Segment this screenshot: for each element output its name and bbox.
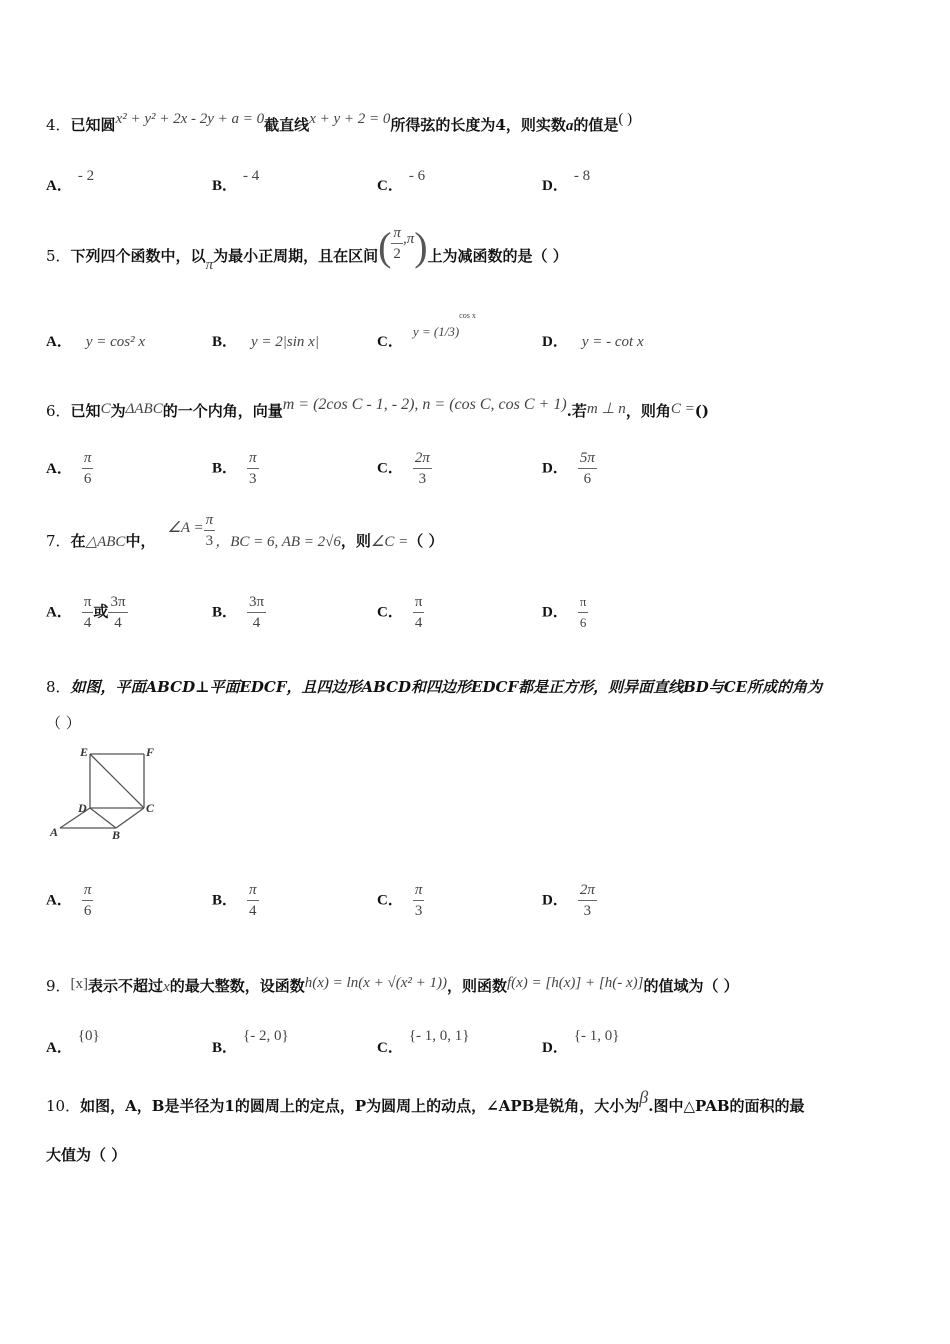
- question-text: ，则函数: [446, 977, 507, 995]
- math-bracket: [x]: [70, 976, 89, 992]
- question-text: 上为减函数的是（ ）: [427, 247, 568, 265]
- denominator: 6: [583, 471, 592, 487]
- question-text: (): [694, 402, 709, 420]
- numerator: 2π: [413, 448, 432, 469]
- math-function-h: h(x) = ln(x + √(x² + 1)): [304, 975, 447, 991]
- option-b: [212, 168, 260, 195]
- question-number: 4．: [46, 116, 71, 134]
- option-letter: B．: [212, 892, 238, 909]
- option-a: [46, 448, 93, 489]
- denominator: 3: [583, 903, 592, 919]
- option-letter: D．: [542, 892, 568, 909]
- math-angle: ∠C =: [370, 534, 409, 550]
- numerator: π: [204, 510, 216, 531]
- option-c: [377, 880, 424, 921]
- option-letter: B．: [212, 604, 238, 621]
- fraction: [82, 592, 94, 633]
- question-8-paren: [46, 712, 81, 733]
- question-text: 为: [110, 402, 126, 420]
- option-letter: C．: [377, 460, 403, 477]
- question-text: .图中△PAB的面积的最: [648, 1097, 805, 1115]
- label-e: E: [80, 745, 89, 759]
- denominator: 4: [252, 615, 261, 631]
- option-value: y = - cot x: [581, 334, 644, 350]
- denominator: 6: [83, 471, 92, 487]
- label-b: B: [112, 828, 121, 842]
- fraction: [578, 880, 597, 921]
- numerator: π: [578, 592, 589, 613]
- option-b: [212, 330, 319, 351]
- question-text: 如图，A，B是半径为1的圆周上的定点，P为圆周上的动点，∠APB是锐角，大小为: [80, 1097, 640, 1115]
- question-4: [46, 111, 633, 135]
- option-letter: A．: [46, 178, 72, 194]
- math-triangle: ΔABC: [125, 401, 163, 417]
- denominator: 6: [83, 903, 92, 919]
- question-text: 已知圆: [70, 116, 116, 134]
- numerator: π: [82, 592, 94, 613]
- math-function-f: f(x) = [h(x)] + [h(- x)]: [506, 975, 644, 991]
- question-10-line2: [46, 1144, 126, 1165]
- option-c: [377, 592, 424, 633]
- label-c: C: [146, 801, 155, 815]
- option-c: [377, 311, 476, 351]
- math-perpendicular: m ⊥ n: [586, 401, 626, 417]
- question-5: [46, 223, 568, 273]
- question-text: 的值域为（ ）: [643, 977, 739, 995]
- numerator: 5π: [578, 448, 597, 469]
- option-a: [46, 330, 145, 351]
- option-letter: D．: [542, 604, 568, 621]
- numerator: π: [247, 448, 259, 469]
- option-value: - 8: [573, 168, 591, 184]
- option-letter: A．: [46, 1040, 72, 1056]
- numerator: π: [82, 448, 94, 469]
- fraction: [578, 448, 597, 489]
- math-expression: C =: [670, 401, 695, 417]
- option-letter: C．: [377, 604, 403, 621]
- question-10: [46, 1087, 805, 1116]
- geometry-figure: [46, 744, 166, 848]
- question-text: 的最大整数，设函数: [169, 977, 305, 995]
- question-number: 5．: [46, 247, 71, 265]
- option-letter: B．: [212, 334, 238, 350]
- denominator: 6: [579, 615, 587, 630]
- option-value: y = 2|sin x|: [251, 334, 319, 350]
- option-letter: B．: [212, 178, 238, 194]
- question-text: ，则角: [625, 402, 671, 420]
- answer-paren: ( ): [618, 111, 633, 127]
- question-7: [46, 510, 443, 551]
- option-letter: D．: [542, 460, 568, 477]
- question-text: .若: [566, 402, 587, 420]
- fraction: [247, 448, 259, 489]
- question-text: 的值是: [573, 116, 619, 134]
- fraction: [413, 448, 432, 489]
- fraction: [247, 592, 266, 633]
- math-variable: C: [100, 401, 111, 417]
- option-letter: B．: [212, 460, 238, 477]
- question-text: ，则: [340, 532, 371, 550]
- question-number: 8．: [46, 678, 71, 696]
- math-variable: x: [163, 979, 170, 995]
- option-letter: D．: [542, 334, 568, 350]
- question-number: 10．: [46, 1097, 81, 1115]
- question-text: 在: [70, 532, 86, 550]
- math-expression: x + y + 2 = 0: [309, 111, 391, 127]
- question-text: 所得弦的长度为4，则实数: [390, 116, 566, 134]
- option-value: y = (1/3): [412, 324, 460, 339]
- question-6: [46, 396, 709, 421]
- math-condition: ，BC = 6, AB = 2√6: [215, 534, 341, 550]
- square-diagram: [46, 744, 166, 844]
- option-letter: D．: [542, 1040, 568, 1056]
- option-value: {- 2, 0}: [243, 1028, 289, 1044]
- label-f: F: [146, 745, 155, 759]
- option-value: y = cos² x: [85, 334, 146, 350]
- math-beta: β: [639, 1087, 649, 1107]
- option-letter: A．: [46, 892, 72, 909]
- fraction: [247, 880, 259, 921]
- option-b: [212, 1028, 289, 1057]
- fraction: [108, 592, 127, 633]
- question-text: 截直线: [264, 116, 310, 134]
- math-expression: x² + y² + 2x - 2y + a = 0: [115, 111, 265, 127]
- fraction: [413, 880, 425, 921]
- denominator: 4: [249, 903, 257, 919]
- option-letter: A．: [46, 604, 72, 621]
- question-text: 如图，平面ABCD⊥平面EDCF，且四边形ABCD和四边形EDCF都是正方形，则异面直线BD与CE所成的角为: [70, 678, 823, 696]
- denominator: 4: [114, 615, 122, 631]
- question-number: 7．: [46, 532, 71, 550]
- option-d: [542, 330, 644, 351]
- numerator: 3π: [247, 592, 266, 613]
- denominator: 3: [205, 533, 214, 549]
- denominator: 4: [414, 615, 423, 631]
- option-c: [377, 448, 432, 489]
- question-9: [46, 975, 739, 996]
- or-text: 或: [93, 602, 109, 621]
- fraction: $\frac{\pi}{2}$: [393, 225, 401, 262]
- question-8: [46, 676, 822, 697]
- option-letter: C．: [377, 1040, 403, 1056]
- denominator: 3: [249, 471, 257, 487]
- option-exponent: cos x: [459, 311, 476, 320]
- option-d: [542, 592, 588, 633]
- question-text: 中，: [125, 532, 156, 550]
- question-text: 下列四个函数中，以: [70, 247, 206, 265]
- question-number: 9．: [46, 977, 71, 995]
- interval-paren: ): [414, 224, 428, 269]
- option-value: {- 1, 0}: [573, 1028, 620, 1044]
- answer-paren: （ ）: [46, 714, 81, 732]
- numerator: π: [413, 880, 425, 901]
- option-b: [212, 592, 266, 633]
- question-text: 为最小正周期，且在区间: [213, 247, 379, 265]
- option-c: [377, 168, 426, 195]
- denominator: 4: [83, 615, 92, 631]
- question-text: （ ）: [408, 532, 444, 550]
- option-d: [542, 168, 591, 195]
- option-a: [46, 1028, 100, 1057]
- option-a: [46, 592, 128, 633]
- interval-paren: (: [378, 224, 392, 269]
- option-b: [212, 448, 259, 489]
- option-value: {- 1, 0, 1}: [408, 1028, 470, 1044]
- math-vectors: m = (2cos C - 1, - 2), n = (cos C, cos C + 1): [282, 396, 567, 413]
- math-angle: ∠A =: [167, 520, 204, 536]
- math-expression: ,π: [402, 231, 415, 247]
- question-number: 6．: [46, 402, 71, 420]
- option-c: [377, 1028, 470, 1057]
- question-text: 的一个内角，向量: [162, 402, 283, 420]
- numerator: 3π: [108, 592, 127, 613]
- option-d: [542, 1028, 620, 1057]
- option-value: - 4: [243, 168, 260, 184]
- math-variable: a: [565, 118, 574, 134]
- option-letter: A．: [46, 460, 72, 477]
- denominator: 3: [414, 903, 423, 919]
- option-letter: C．: [377, 334, 403, 350]
- fraction: [82, 448, 94, 489]
- option-value: - 6: [408, 168, 426, 184]
- option-d: [542, 448, 597, 489]
- numerator: 2π: [578, 880, 597, 901]
- option-letter: C．: [377, 892, 403, 909]
- denominator: 3: [418, 471, 427, 487]
- option-letter: B．: [212, 1040, 238, 1056]
- question-text: 表示不超过: [88, 977, 164, 995]
- numerator: π: [413, 592, 425, 613]
- option-value: - 2: [77, 168, 95, 184]
- option-a: [46, 880, 93, 921]
- math-pi: π: [205, 257, 214, 273]
- option-value: {0}: [77, 1028, 100, 1044]
- question-text: 大值为（ ）: [46, 1146, 127, 1164]
- option-letter: A．: [46, 334, 72, 350]
- question-text: 已知: [70, 402, 101, 420]
- fraction: [204, 510, 216, 551]
- option-letter: D．: [542, 178, 568, 194]
- numerator: π: [247, 880, 259, 901]
- option-a: [46, 168, 95, 195]
- option-d: [542, 880, 597, 921]
- option-letter: C．: [377, 178, 403, 194]
- fraction: [82, 880, 94, 921]
- fraction: [413, 592, 425, 633]
- label-d: D: [78, 801, 87, 815]
- math-triangle: △ABC: [85, 534, 126, 550]
- label-a: A: [50, 825, 59, 839]
- option-b: [212, 880, 259, 921]
- fraction: [578, 592, 589, 633]
- numerator: π: [82, 880, 94, 901]
